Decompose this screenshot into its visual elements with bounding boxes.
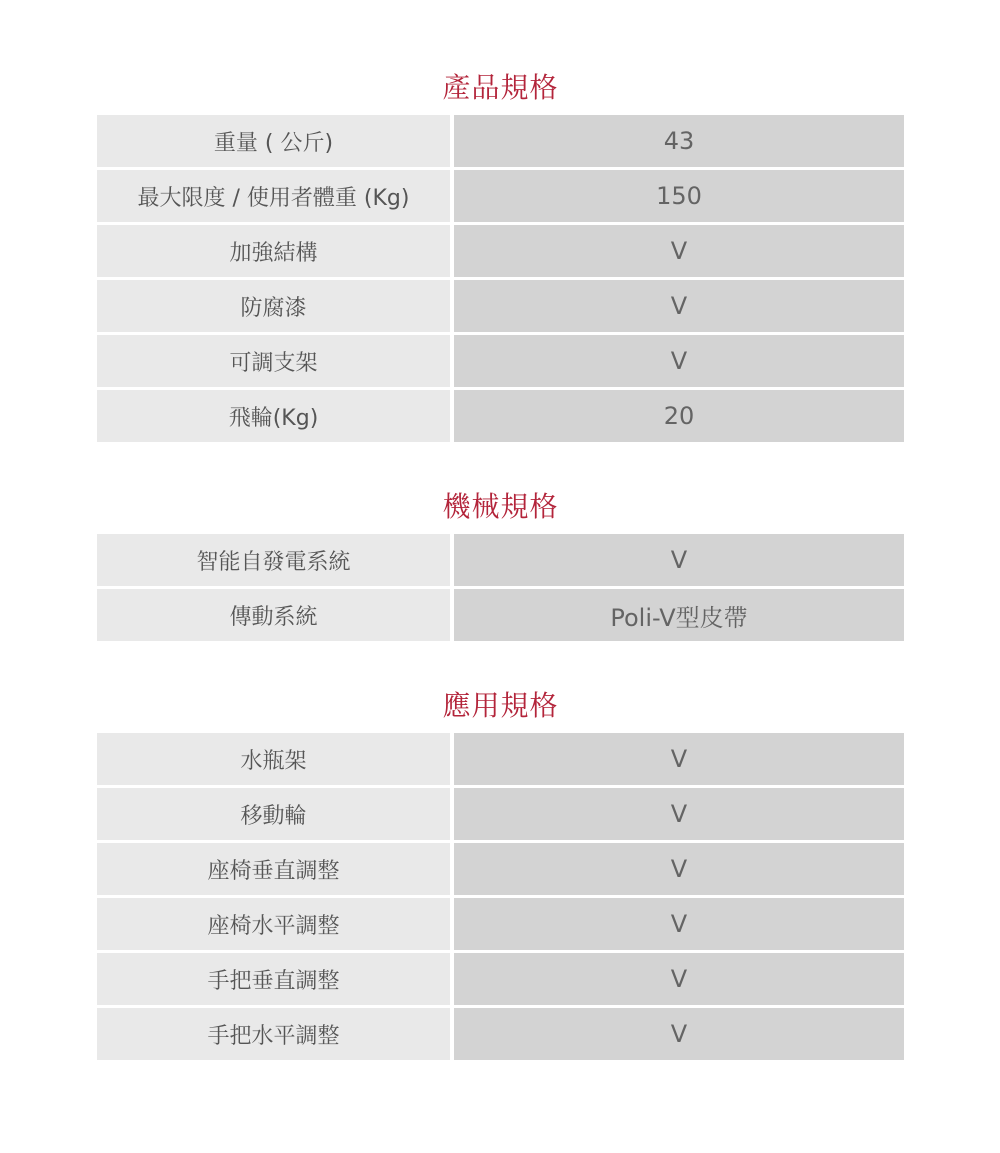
table-row bbox=[97, 589, 904, 641]
spec-label: 飛輪(Kg) bbox=[97, 390, 450, 442]
table-row bbox=[97, 335, 904, 387]
table-row bbox=[97, 733, 904, 785]
table-row bbox=[97, 1008, 904, 1060]
table-row bbox=[97, 115, 904, 167]
section-title-application-spec: 應用規格 bbox=[442, 689, 559, 722]
application-spec-table bbox=[97, 733, 904, 1060]
spec-label: 手把垂直調整 bbox=[97, 953, 450, 1005]
spec-value: V bbox=[454, 788, 904, 840]
spec-label: 移動輪 bbox=[97, 788, 450, 840]
spec-value: V bbox=[454, 280, 904, 332]
spec-value: 43 bbox=[454, 115, 904, 167]
spec-label: 防腐漆 bbox=[97, 280, 450, 332]
product-spec-section bbox=[97, 68, 904, 442]
table-row bbox=[97, 225, 904, 277]
spec-label: 可調支架 bbox=[97, 335, 450, 387]
spec-value: Poli-V型皮帶 bbox=[454, 589, 904, 641]
table-row bbox=[97, 390, 904, 442]
spec-label: 智能自發電系統 bbox=[97, 534, 450, 586]
table-row bbox=[97, 534, 904, 586]
spec-value: V bbox=[454, 335, 904, 387]
spec-label: 重量 ( 公斤) bbox=[97, 115, 450, 167]
spec-label: 傳動系統 bbox=[97, 589, 450, 641]
spec-label: 加強結構 bbox=[97, 225, 450, 277]
table-row bbox=[97, 788, 904, 840]
product-spec-table bbox=[97, 115, 904, 442]
application-spec-section bbox=[97, 686, 904, 1060]
spec-value: V bbox=[454, 898, 904, 950]
spec-label: 手把水平調整 bbox=[97, 1008, 450, 1060]
spec-label: 座椅水平調整 bbox=[97, 898, 450, 950]
section-title-mechanical-spec: 機械規格 bbox=[442, 490, 559, 523]
spec-label: 最大限度 / 使用者體重 (Kg) bbox=[97, 170, 450, 222]
table-row bbox=[97, 280, 904, 332]
spec-value: V bbox=[454, 843, 904, 895]
mechanical-spec-table bbox=[97, 534, 904, 641]
spec-value: V bbox=[454, 1008, 904, 1060]
table-row bbox=[97, 953, 904, 1005]
spec-label: 座椅垂直調整 bbox=[97, 843, 450, 895]
table-row bbox=[97, 843, 904, 895]
spec-value: 20 bbox=[454, 390, 904, 442]
spec-label: 水瓶架 bbox=[97, 733, 450, 785]
table-row bbox=[97, 170, 904, 222]
spec-value: V bbox=[454, 733, 904, 785]
spec-value: V bbox=[454, 534, 904, 586]
spec-value: V bbox=[454, 225, 904, 277]
spec-value: V bbox=[454, 953, 904, 1005]
spec-value: 150 bbox=[454, 170, 904, 222]
mechanical-spec-section bbox=[97, 487, 904, 641]
section-title-product-spec: 產品規格 bbox=[442, 71, 559, 104]
table-row bbox=[97, 898, 904, 950]
